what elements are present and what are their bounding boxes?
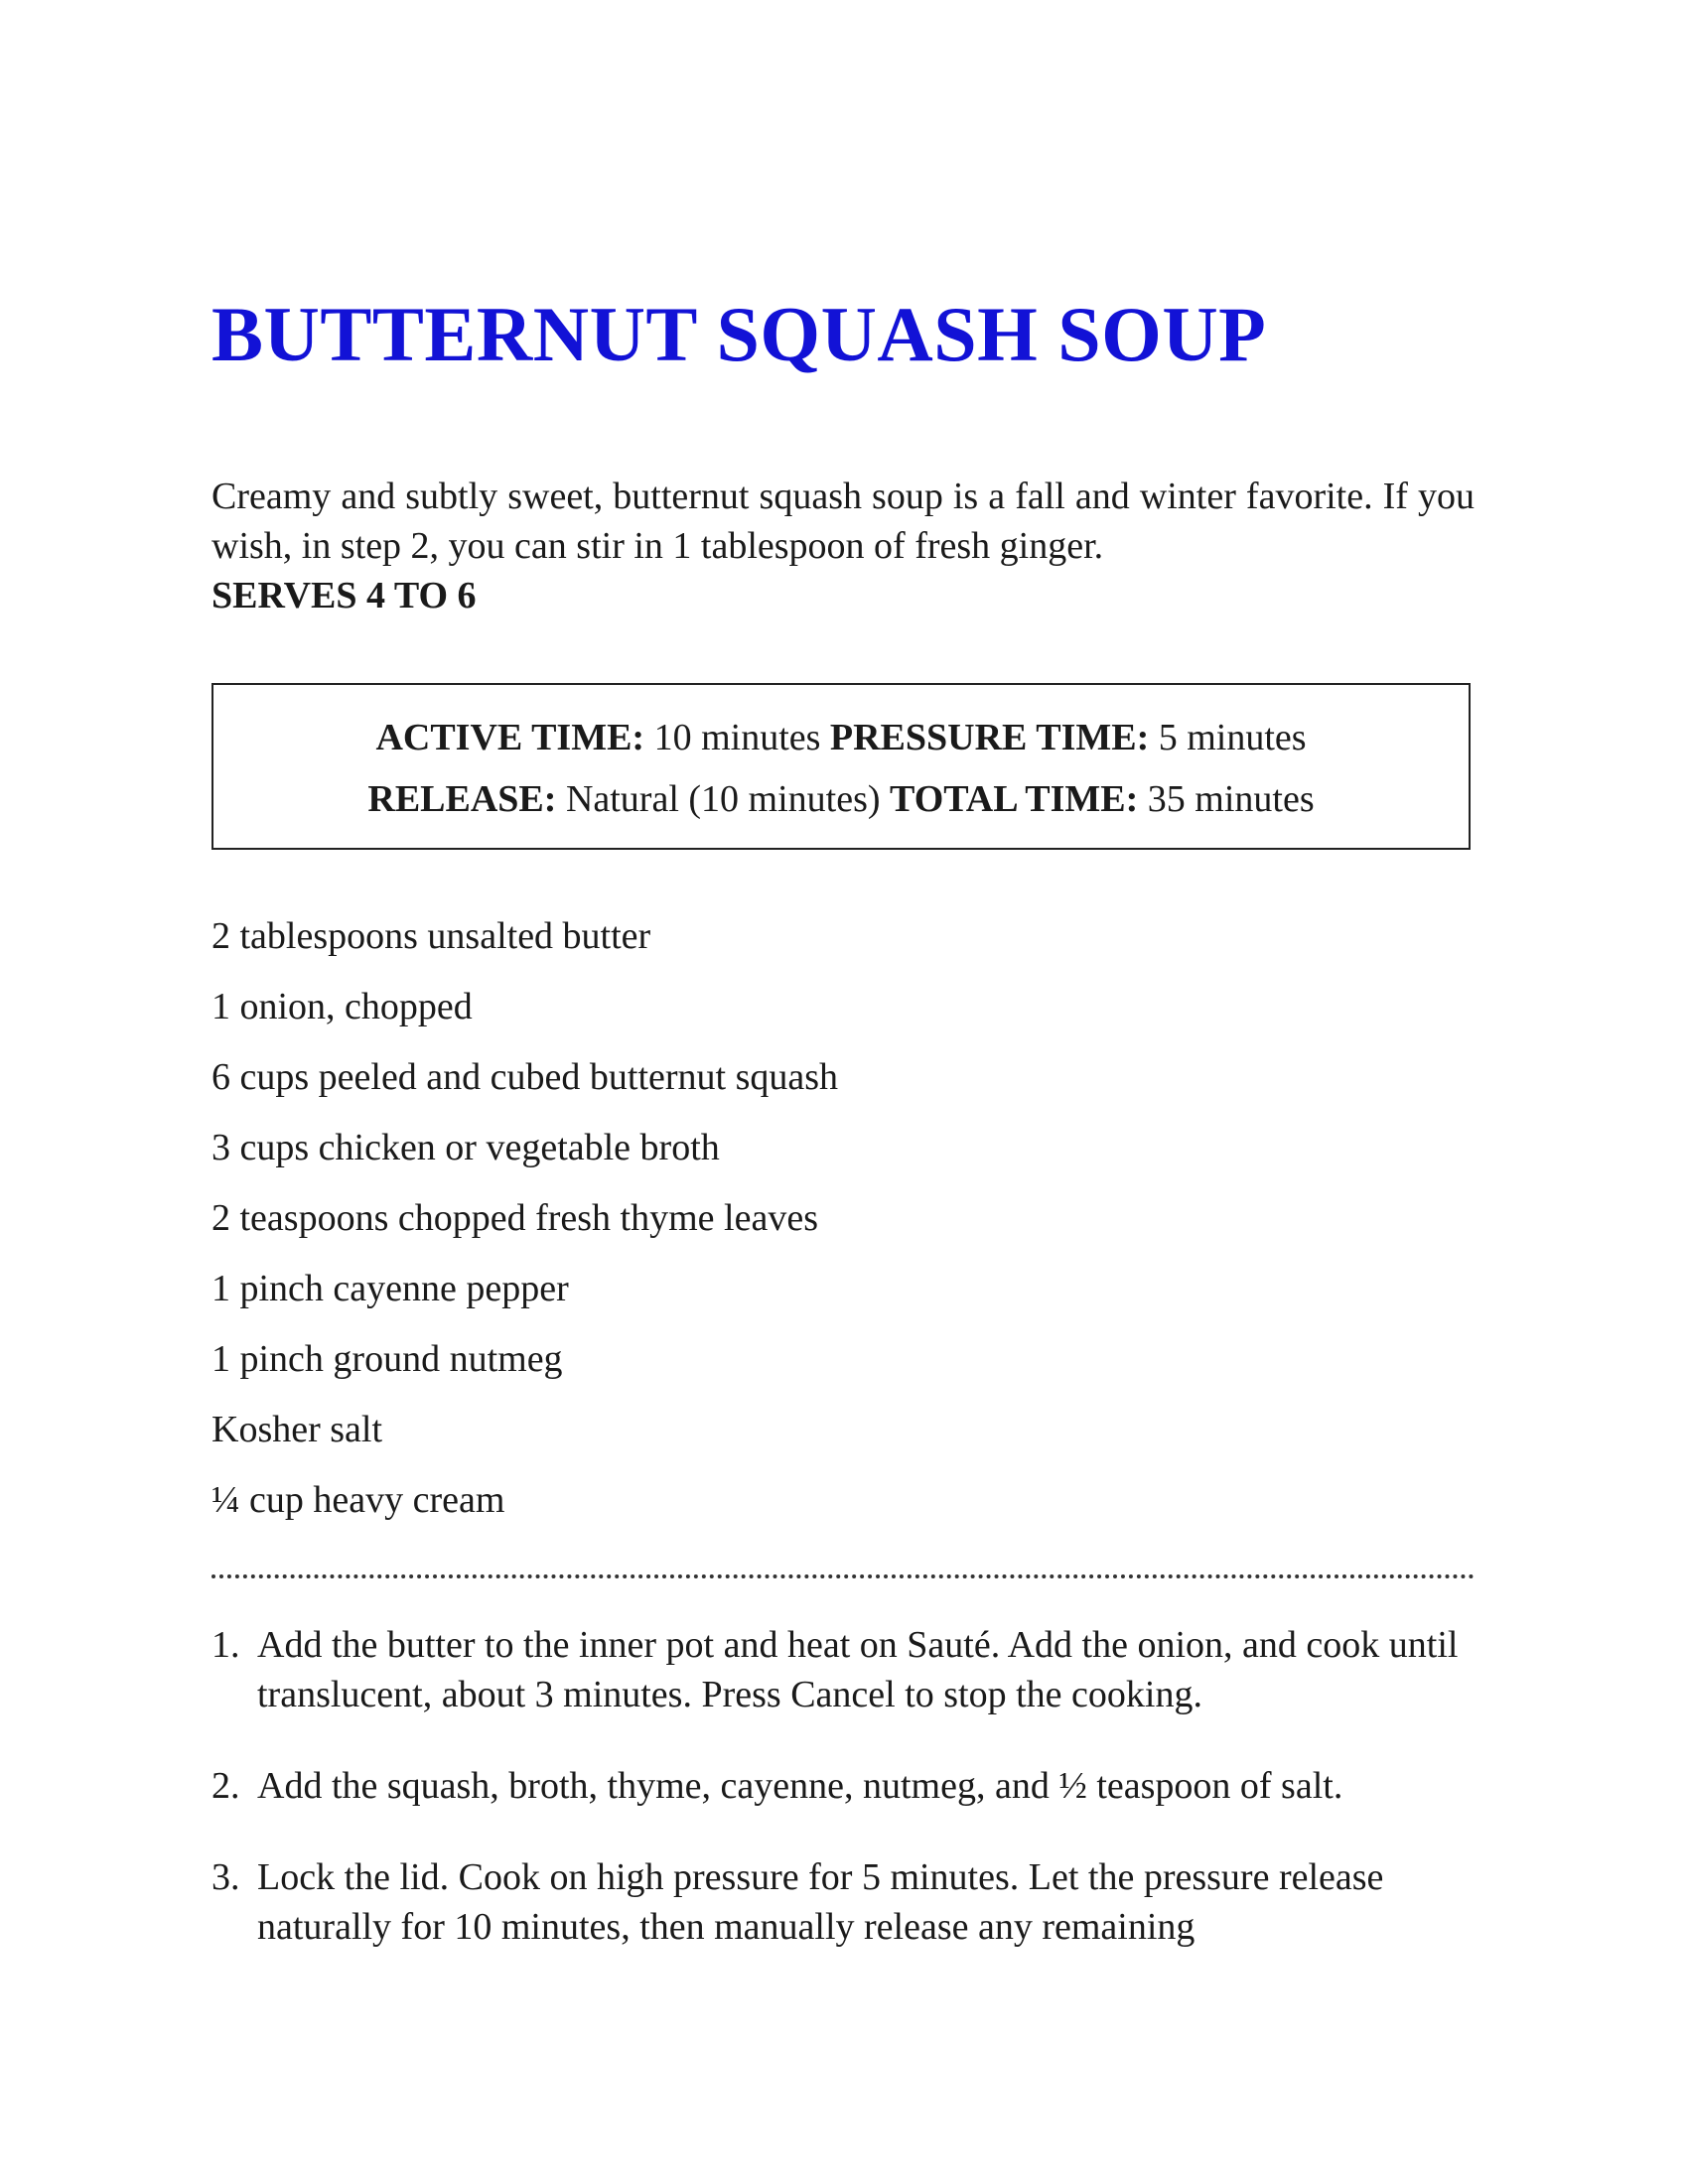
step-number: 1. — [211, 1624, 240, 1666]
ingredient-item: ¼ cup heavy cream — [211, 1479, 505, 1521]
ingredient-list — [211, 911, 838, 1546]
time-line-2 — [213, 768, 1469, 830]
ingredient-item: 2 tablespoons unsalted butter — [211, 915, 651, 957]
pressure-time-value: 5 minutes — [1158, 717, 1307, 758]
dotted-divider — [211, 1574, 1475, 1578]
intro-text: Creamy and subtly sweet, butternut squash soup is a fall and winter favorite. If you wish, in step 2, you can stir in 1 tablespoon of fresh ginger. — [211, 476, 1475, 567]
pressure-time-label: PRESSURE TIME: — [829, 717, 1150, 758]
total-time-value: 35 minutes — [1147, 778, 1315, 820]
release-value: Natural (10 minutes) — [565, 778, 881, 820]
ingredient-item: 6 cups peeled and cubed butternut squash — [211, 1056, 839, 1098]
ingredient-item: 3 cups chicken or vegetable broth — [211, 1127, 720, 1168]
release-label: RELEASE: — [367, 778, 557, 820]
step-text: Add the butter to the inner pot and heat on Sauté. Add the onion, and cook until translucent, about 3 minutes. Press Cancel to stop the cooking. — [257, 1624, 1459, 1715]
step-item — [211, 1852, 1475, 1952]
ingredient-item: 2 teaspoons chopped fresh thyme leaves — [211, 1197, 818, 1239]
time-line-1 — [213, 707, 1469, 768]
step-number: 2. — [211, 1765, 240, 1807]
ingredient-item: 1 pinch cayenne pepper — [211, 1268, 569, 1309]
active-time-value: 10 minutes — [653, 717, 821, 758]
step-item — [211, 1761, 1475, 1811]
ingredient-item: 1 pinch ground nutmeg — [211, 1338, 563, 1380]
total-time-label: TOTAL TIME: — [890, 778, 1139, 820]
active-time-label: ACTIVE TIME: — [375, 717, 645, 758]
step-text: Add the squash, broth, thyme, cayenne, nutmeg, and ½ teaspoon of salt. — [257, 1765, 1343, 1807]
ingredient-item: 1 onion, chopped — [211, 986, 473, 1027]
recipe-intro — [211, 472, 1475, 620]
step-item — [211, 1620, 1475, 1719]
step-number: 3. — [211, 1856, 240, 1898]
step-list — [211, 1620, 1475, 1993]
recipe-title: BUTTERNUT SQUASH SOUP — [211, 291, 1267, 377]
serves-label: SERVES 4 TO 6 — [211, 575, 477, 616]
step-text: Lock the lid. Cook on high pressure for 5 minutes. Let the pressure release naturally for 10 minutes, then manually release any remaining — [257, 1856, 1384, 1948]
ingredient-item: Kosher salt — [211, 1409, 383, 1450]
time-info-box — [211, 683, 1471, 850]
